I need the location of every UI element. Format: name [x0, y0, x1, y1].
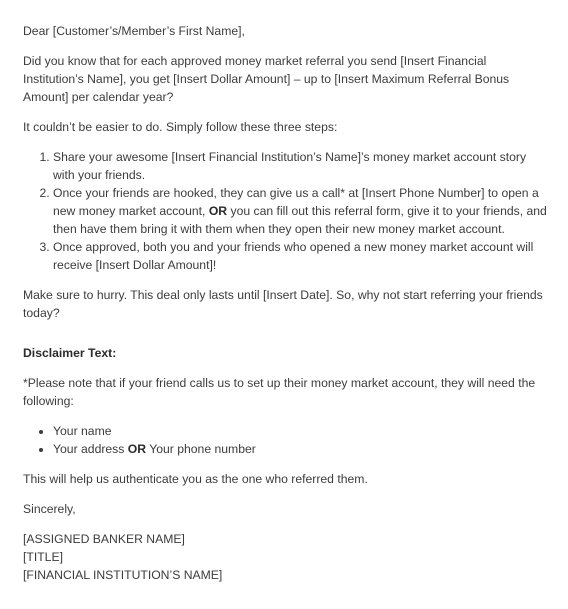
signature-institution: [FINANCIAL INSTITUTION’S NAME]	[23, 568, 223, 582]
step-item	[53, 148, 548, 184]
step-2-text-end: you can fill out this referral form, give it to your friends, and then have them bring it with them when they open their new money market account.	[53, 204, 547, 236]
requirement-phone: Your phone number	[146, 442, 256, 456]
step-3-text: Once approved, both you and your friends who opened a new money market account will receive [Insert Dollar Amount]!	[53, 240, 534, 272]
step-2-or: OR	[208, 204, 228, 218]
steps-list	[23, 148, 548, 274]
disclaimer-heading: Disclaimer Text:	[23, 346, 117, 360]
closing: Sincerely,	[23, 502, 76, 516]
requirements-list	[23, 422, 548, 458]
list-item	[53, 440, 548, 458]
authenticate-paragraph: This will help us authenticate you as the one who referred them.	[23, 472, 368, 486]
urgency-paragraph: Make sure to hurry. This deal only lasts until [Insert Date]. So, why not start referring your friends today?	[23, 288, 543, 320]
step-item	[53, 238, 548, 274]
signature-block	[23, 530, 548, 584]
list-item	[53, 422, 548, 440]
signature-name: [ASSIGNED BANKER NAME]	[23, 532, 185, 546]
requirement-or: OR	[127, 442, 147, 456]
step-1-text: Share your awesome [Insert Financial Institution’s Name]’s money market account story with your friends.	[53, 150, 527, 182]
step-item	[53, 184, 548, 238]
requirement-name: Your name	[53, 424, 112, 438]
disclaimer-note: *Please note that if your friend calls us to set up their money market account, they will need the following:	[23, 376, 536, 408]
steps-lead-in: It couldn’t be easier to do. Simply follow these three steps:	[23, 120, 338, 134]
step-2-text-start: Once your friends are hooked, they can give us a call* at [Insert Phone Number] to open a new money market account,	[53, 186, 539, 218]
greeting: Dear [Customer’s/Member’s First Name],	[23, 24, 245, 38]
signature-title: [TITLE]	[23, 550, 63, 564]
requirement-address: Your address	[53, 442, 128, 456]
intro-paragraph: Did you know that for each approved money market referral you send [Insert Financial Institution’s Name], you get [Insert Dollar Amount] – up to [Insert Maximum Referral Bonus Amount] per calendar year?	[23, 54, 510, 104]
